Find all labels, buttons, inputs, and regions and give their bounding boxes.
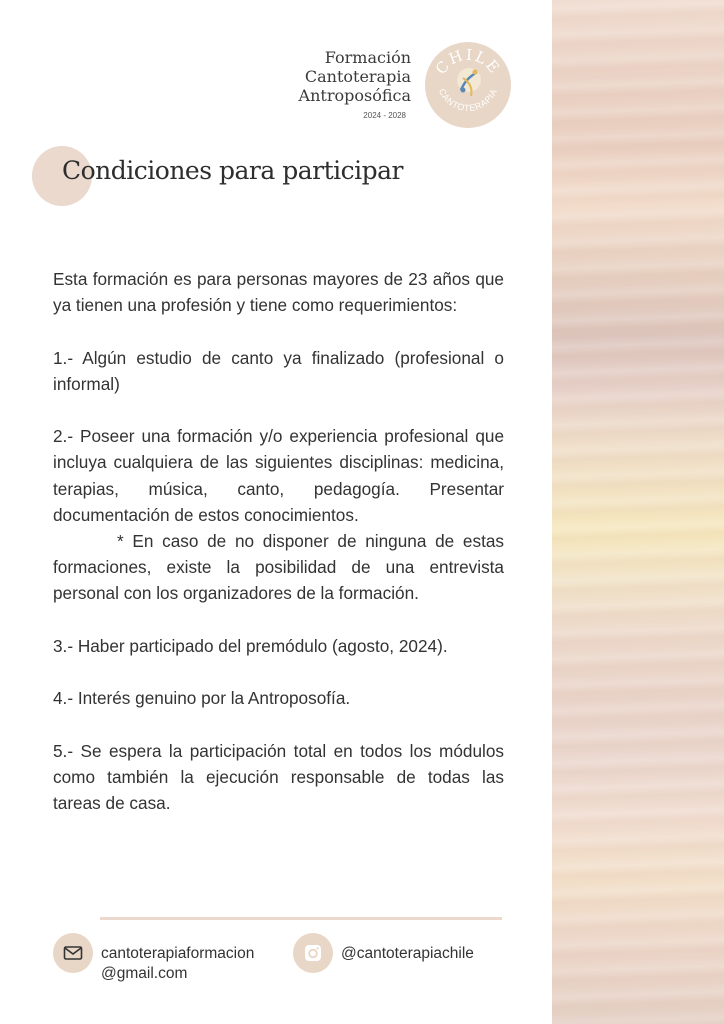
chile-cantoterapia-badge (425, 42, 511, 128)
program-logo-text (299, 48, 411, 121)
email-line-1: cantoterapiaformacion (101, 945, 255, 962)
requirement-2: 2.- Poseer una formación y/o experiencia profesional que incluya cualquiera de las siguientes disciplinas: medicina, terapias, música, canto, pedagogía. Presentar documentación de estos conocimientos. (53, 426, 504, 525)
instagram-handle[interactable]: @cantoterapiachile (341, 945, 474, 962)
singing-figure-icon (457, 68, 481, 96)
email-address[interactable] (101, 944, 254, 984)
instagram-icon (293, 933, 333, 973)
footer-divider (100, 917, 502, 920)
page-title: Condiciones para participar (62, 156, 403, 185)
mail-icon (53, 933, 93, 973)
watercolor-side-panel (552, 0, 724, 1024)
requirement-3: 3.- Haber participado del premódulo (agosto, 2024). (53, 635, 448, 656)
logo-line-2: Cantoterapia (304, 67, 411, 86)
requirement-2-note: * En caso de no disponer de ninguna de estas formaciones, existe la posibilidad de una entrevista personal con los organizadores de la formación. (53, 531, 504, 604)
email-line-2: @gmail.com (101, 965, 188, 982)
requirement-4: 4.- Interés genuino por la Antroposofía. (53, 688, 351, 709)
intro-paragraph: Esta formación es para personas mayores de 23 años que ya tienen una profesión y tiene como requerimientos: (53, 269, 504, 316)
requirement-5: 5.- Se espera la participación total en todos los módulos como también la ejecución responsable de todas las tareas de casa. (53, 740, 504, 813)
logo-line-1: Formación (324, 48, 411, 67)
badge-top-text: CHILE (431, 45, 505, 78)
logo-line-3: Antroposófica (298, 86, 411, 105)
requirements-body (53, 266, 504, 842)
requirement-1: 1.- Algún estudio de canto ya finalizado (profesional o informal) (53, 347, 504, 394)
badge-bottom-text: CANTOTERAPIA (436, 86, 500, 114)
program-years: 2024 - 2028 (363, 111, 406, 120)
